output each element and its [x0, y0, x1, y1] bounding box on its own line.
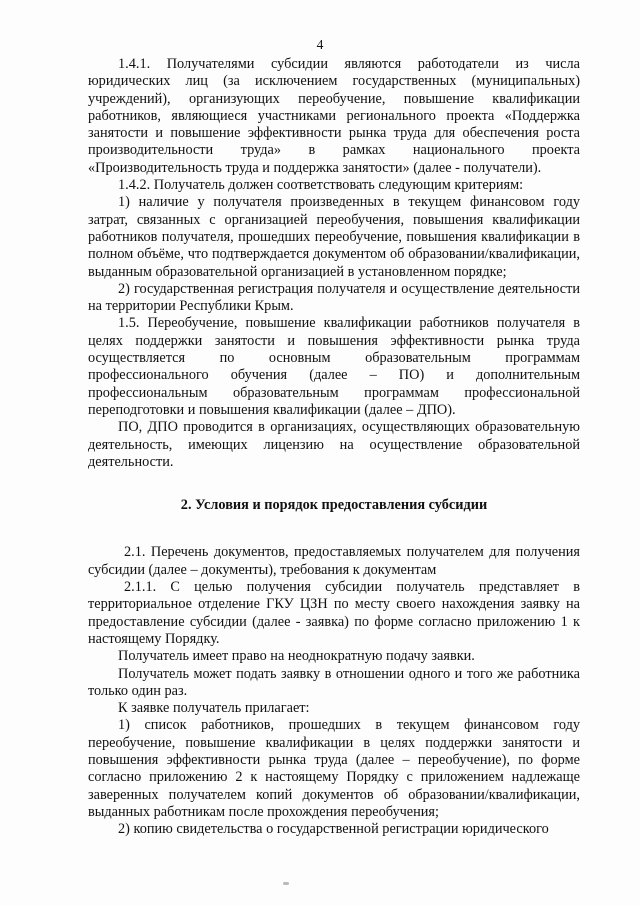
attachment-item-1: 1) список работников, прошедших в текущем финансовом году переобучение, повышение квалификации в целях поддержки занятости и повышения эффективности рынка труда (далее – переобучение), по форме согласно приложению 2 к настоящему Порядку с приложением надлежаще заверенных получателем копий документов об образовании/квалификации, выданных работникам после прохождения переобучения; [88, 717, 580, 820]
document-body [88, 56, 580, 838]
paragraph-one-employee: Получатель может подать заявку в отношении одного и того же работника только один раз. [88, 665, 580, 699]
paragraph-attachments-intro: К заявке получатель прилагает: [118, 700, 310, 717]
criterion-1: 1) наличие у получателя произведенных в текущем финансовом году затрат, связанных с организацией переобучения, повышения квалификации работников получателя, прошедших переобучение, повышения квалификации в полном объёме, что подтверждается документом об образовании/квалификации, выданным образовательной организацией в установленном порядке; [88, 194, 580, 280]
paragraph-1-5: 1.5. Переобучение, повышение квалификации работников получателя в целях поддержки занятости и повышения эффективности рынка труда осуществляется по основным образовательным программам профессионального обучения (далее – ПО) и дополнительным профессиональным образовательным программам профессиональной переподготовки и повышения квалификации (далее – ДПО). [88, 315, 580, 418]
section-heading: 2. Условия и порядок предоставления субсидии [180, 497, 488, 514]
page-number: 4 [316, 37, 324, 52]
scan-speck [283, 882, 289, 885]
paragraph-1-4-1: 1.4.1. Получателями субсидии являются работодатели из числа юридических лиц (за исключением государственных (муниципальных) учреждений), организующих переобучение, повышение квалификации работников, являющиеся участниками регионального проекта «Поддержка занятости и повышение эффективности рынка труда для обеспечения роста производительности труда» в рамках национального проекта «Производительность труда и поддержка занятости» (далее - получатели). [88, 56, 580, 176]
criterion-2: 2) государственная регистрация получателя и осуществление деятельности на территории Республики Крым. [88, 280, 580, 315]
paragraph-2-1-1: 2.1.1. С целью получения субсидии получатель представляет в территориальное отделение ГКУ ЦЗН по месту своего нахождения заявку на предоставление субсидии (далее - заявка) по форме согласно приложению 1 к настоящему Порядку. [88, 579, 580, 647]
attachment-item-2: 2) копию свидетельства о государственной регистрации юридического [118, 821, 549, 838]
paragraph-1-4-2: 1.4.2. Получатель должен соответствовать следующим критериям: [118, 177, 524, 194]
paragraph-2-1: 2.1. Перечень документов, предоставляемых получателем для получения субсидии (далее – документы), требования к документам [88, 544, 580, 578]
paragraph-repeat-application: Получатель имеет право на неоднократную подачу заявки. [118, 648, 475, 665]
paragraph-po-dpo: ПО, ДПО проводится в организациях, осуществляющих образовательную деятельность, имеющих лицензию на осуществление образовательной деятельности. [88, 419, 580, 470]
